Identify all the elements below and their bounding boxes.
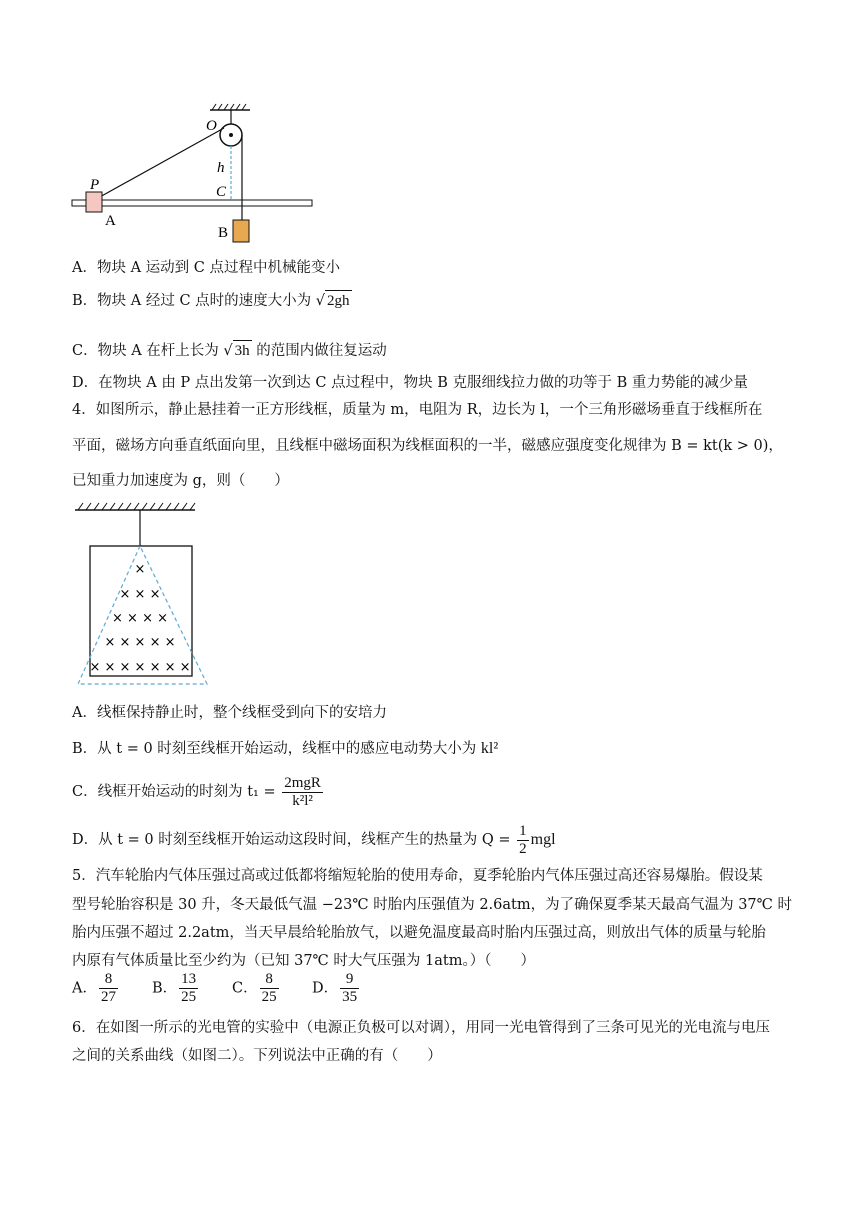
q5-option-b-num: 13 <box>181 971 197 987</box>
q4-option-b-text: B．从 t = 0 时刻至线框开始运动，线框中的感应电动势大小为 <box>72 741 481 757</box>
q5-option-d-fraction <box>340 971 359 1006</box>
q4-stem-line2: 平面，磁场方向垂直纸面向里，且线框中磁场面积为线框面积的一半，磁感应强度变化规律为 B = kt(k > 0)， <box>72 438 783 454</box>
q5-stem-line1: 5．汽车轮胎内气体压强过高或过低都将缩短轮胎的使用寿命，夏季轮胎内气体压强过高还容易爆胎。假设某 <box>72 868 763 884</box>
label-P: P <box>90 177 100 193</box>
q4-stem-line3: 已知重力加速度为 g，则（ ） <box>72 473 289 489</box>
q5-stem-line3: 胎内压强不超过 2.2atm，当天早晨给轮胎放气，以避免温度最高时胎内压强过高，则放出气体的质量与轮胎 <box>72 925 766 941</box>
q5-option-d-label: D． <box>312 980 339 997</box>
q5-stem-line2: 型号轮胎容积是 30 升，冬天最低气温 −23℃ 时胎内压强值为 2.6atm，为了确保夏季某天最高气温为 37℃ 时 <box>72 897 792 913</box>
q5-option-c-den: 25 <box>261 989 277 1005</box>
field-row-3: × × × × <box>112 611 168 626</box>
frame-figure <box>70 502 220 687</box>
q6-stem-line1: 6．在如图一所示的光电管的实验中（电源正负极可以对调），用同一光电管得到了三条可见光的光电流与电压 <box>72 1020 770 1036</box>
q3-option-c-post: 的范围内做往复运动 <box>256 343 387 359</box>
q6-stem-line2: 之间的关系曲线（如图二）。下列说法中正确的有（ ） <box>72 1048 442 1064</box>
q5-option-c-label: C． <box>232 980 258 997</box>
q5-option-d-num: 9 <box>340 971 359 989</box>
q5-option-c-fraction <box>260 971 279 1006</box>
q5-option-a-num: 8 <box>99 971 118 989</box>
q4-option-b <box>72 739 498 759</box>
q4-option-d-post: mgl <box>530 831 556 848</box>
q5-option-d <box>312 971 361 1006</box>
q5-option-b-label: B． <box>152 980 178 997</box>
q3-option-c-value: 3h <box>233 340 252 361</box>
q4-option-c <box>72 772 325 812</box>
q5-option-a-den: 27 <box>100 989 116 1005</box>
field-row-2: × × × <box>119 587 161 602</box>
q4-option-d-fraction <box>517 823 529 858</box>
q4-option-c-num: 2mgR <box>284 774 321 791</box>
q4-option-c-text: C．线框开始运动的时刻为 t₁ = <box>72 784 281 800</box>
q5-option-a-label: A． <box>72 980 97 997</box>
q5-option-b <box>152 971 200 1006</box>
label-A: A <box>105 213 116 229</box>
label-h: h <box>217 160 225 176</box>
q4-option-b-value: kl² <box>480 740 499 757</box>
field-row-1: × <box>134 562 146 577</box>
q5-option-b-fraction <box>179 971 198 1006</box>
q4-option-d-text: D．从 t = 0 时刻至线框开始运动这段时间，线框产生的热量为 Q = <box>72 832 516 848</box>
q4-option-d-den: 2 <box>519 840 527 857</box>
q4-stem-line1: 4．如图所示，静止悬挂着一正方形线框，质量为 m，电阻为 R，边长为 l，一个三角形磁场垂直于线框所在 <box>72 402 763 418</box>
q4-option-d-num: 1 <box>519 822 527 839</box>
q5-option-a <box>72 971 120 1006</box>
q3-option-c-text: C．物块 A 在杆上长为 <box>72 343 219 359</box>
pulley-figure <box>60 100 320 250</box>
q3-option-d: D．在物块 A 由 P 点出发第一次到达 C 点过程中，物块 B 克服细线拉力做的功等于 B 重力势能的减少量 <box>72 375 748 391</box>
q5-option-a-fraction <box>99 971 118 1006</box>
q4-option-a: A．线框保持静止时，整个线框受到向下的安培力 <box>72 705 387 721</box>
q5-option-b-den: 25 <box>181 989 197 1005</box>
q5-option-c-num: 8 <box>260 971 279 989</box>
label-O: O <box>206 118 217 134</box>
q5-stem-line4: 内原有气体质量比至少约为（已知 37℃ 时大气压强为 1atm。）（ ） <box>72 953 535 969</box>
label-B: B <box>218 225 229 241</box>
q3-option-a: A．物块 A 运动到 C 点过程中机械能变小 <box>72 260 340 276</box>
q3-option-b-value: 2gh <box>325 290 352 311</box>
field-row-5: × × × × × × × <box>89 660 191 675</box>
field-row-4: × × × × × <box>104 635 176 650</box>
q5-option-d-den: 35 <box>342 989 358 1005</box>
q3-option-c: C．物块 A 在杆上长为 √ 3h 的范围内做往复运动 <box>72 340 387 361</box>
q5-option-c <box>232 971 281 1006</box>
label-C: C <box>216 184 227 200</box>
q3-option-b-text: B．物块 A 经过 C 点时的速度大小为 <box>72 293 312 309</box>
q4-option-c-fraction <box>282 775 323 810</box>
q4-option-c-den: k²l² <box>292 792 313 809</box>
q4-option-d <box>72 820 556 860</box>
q3-option-b: B．物块 A 经过 C 点时的速度大小为 √ 2gh <box>72 290 352 311</box>
